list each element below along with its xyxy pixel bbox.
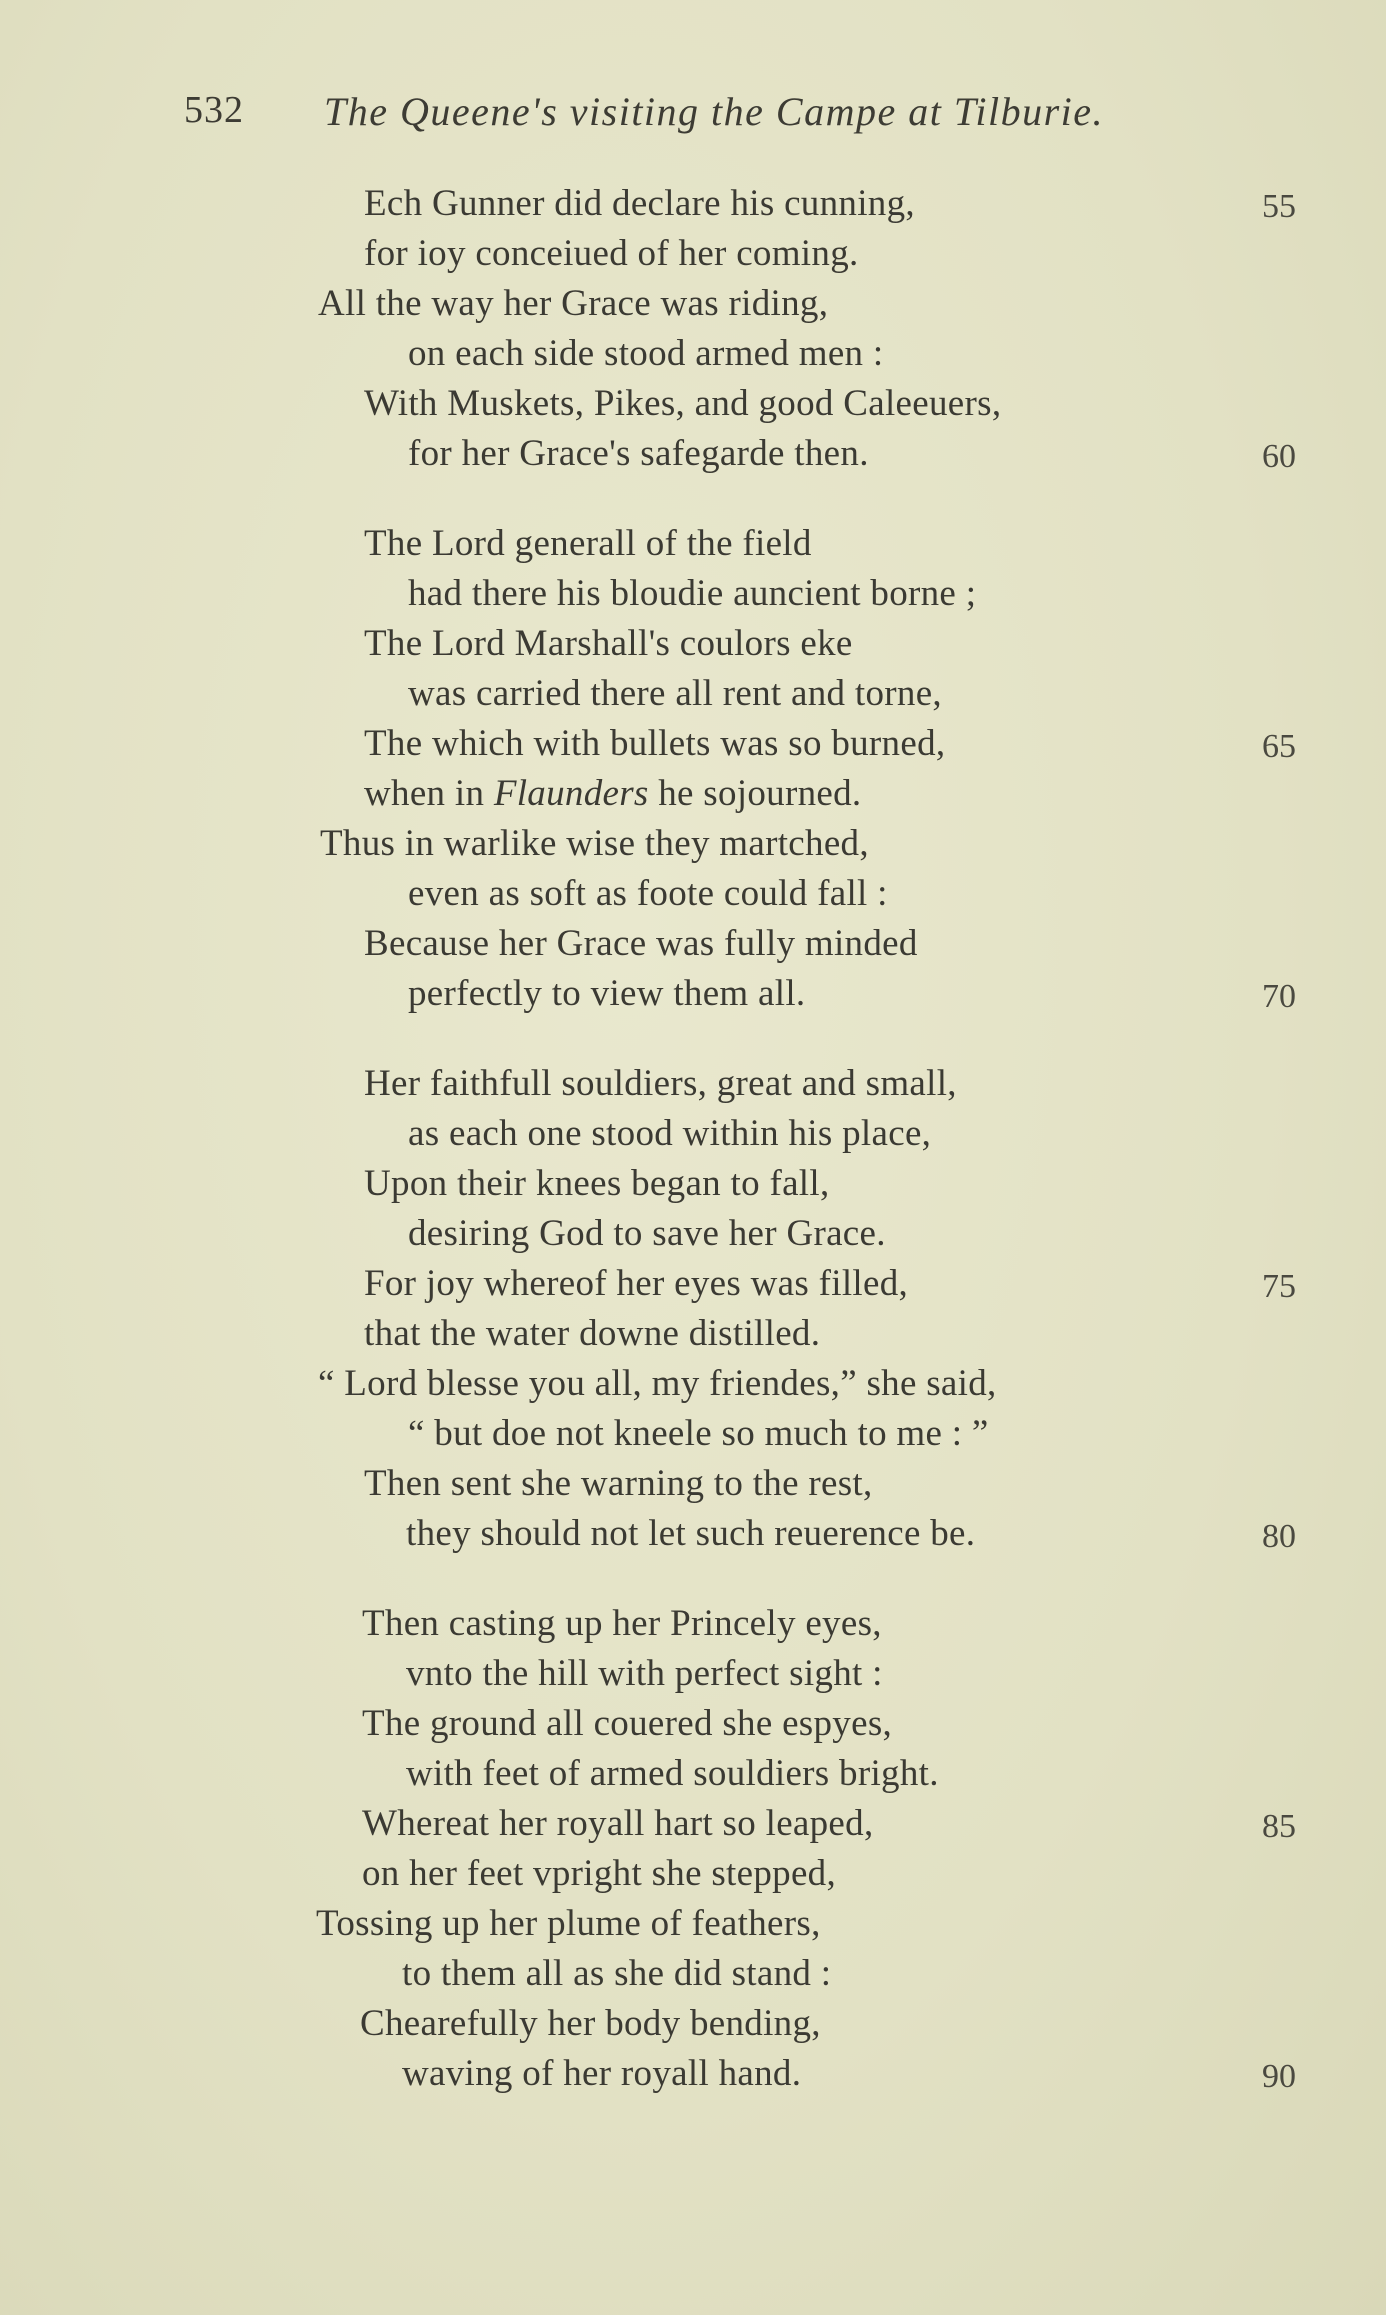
verse-line: “ but doe not kneele so much to me : ” bbox=[408, 1413, 989, 1454]
verse-line: For joy whereof her eyes was filled, bbox=[364, 1263, 909, 1304]
verse-line bbox=[364, 772, 861, 816]
verse-line: The which with bullets was so burned, bbox=[364, 723, 946, 764]
verse-line: vnto the hill with perfect sight : bbox=[406, 1653, 883, 1694]
verse-line: they should not let such reuerence be. bbox=[406, 1513, 976, 1554]
verse-line: waving of her royall hand. bbox=[402, 2053, 802, 2094]
verse-line: Tossing up her plume of feathers, bbox=[316, 1903, 821, 1944]
verse-line: Thus in warlike wise they martched, bbox=[320, 823, 869, 864]
page-header bbox=[184, 88, 1204, 138]
verse-line: that the water downe distilled. bbox=[364, 1313, 821, 1354]
verse-line: Then sent she warning to the rest, bbox=[364, 1463, 873, 1504]
verse-line: perfectly to view them all. bbox=[408, 973, 806, 1014]
line-number: 70 bbox=[1262, 978, 1296, 1015]
verse-line: for her Grace's safegarde then. bbox=[408, 433, 869, 474]
line-number: 65 bbox=[1262, 728, 1296, 765]
verse-line: All the way her Grace was riding, bbox=[318, 283, 829, 324]
verse-line: Because her Grace was fully minded bbox=[364, 923, 918, 964]
verse-line: The Lord Marshall's coulors eke bbox=[364, 623, 853, 664]
verse-line: had there his bloudie auncient borne ; bbox=[408, 573, 977, 614]
verse-text: he sojourned. bbox=[648, 773, 862, 814]
verse-line: “ Lord blesse you all, my friendes,” she said, bbox=[318, 1363, 997, 1404]
line-number: 75 bbox=[1262, 1268, 1296, 1305]
running-title: The Queene's visiting the Campe at Tilburie. bbox=[324, 89, 1105, 134]
line-number: 80 bbox=[1262, 1518, 1296, 1555]
line-number: 90 bbox=[1262, 2058, 1296, 2095]
verse-line: was carried there all rent and torne, bbox=[408, 673, 942, 714]
verse-line: Chearefully her body bending, bbox=[360, 2003, 821, 2044]
verse-line: for ioy conceiued of her coming. bbox=[364, 233, 859, 274]
verse-line: With Muskets, Pikes, and good Caleeuers, bbox=[364, 383, 1002, 424]
place-name-italic: Flaunders bbox=[493, 773, 649, 814]
verse-line: The Lord generall of the field bbox=[364, 523, 812, 564]
verse-line: to them all as she did stand : bbox=[402, 1953, 832, 1994]
line-number: 85 bbox=[1262, 1808, 1296, 1845]
line-number: 60 bbox=[1262, 438, 1296, 475]
verse-text: when in bbox=[364, 773, 494, 814]
verse-line: Then casting up her Princely eyes, bbox=[362, 1603, 882, 1644]
verse-line: Her faithfull souldiers, great and small, bbox=[364, 1063, 957, 1104]
verse-line: on each side stood armed men : bbox=[408, 333, 884, 374]
line-number: 55 bbox=[1262, 188, 1296, 225]
verse-line: Whereat her royall hart so leaped, bbox=[362, 1803, 874, 1844]
verse-line: Upon their knees began to fall, bbox=[364, 1163, 830, 1204]
verse-line: on her feet vpright she stepped, bbox=[362, 1853, 837, 1894]
verse-line: The ground all couered she espyes, bbox=[362, 1703, 893, 1744]
page-number: 532 bbox=[184, 89, 244, 131]
verse-line: as each one stood within his place, bbox=[408, 1113, 932, 1154]
verse-line: with feet of armed souldiers bright. bbox=[406, 1753, 939, 1794]
verse-line: even as soft as foote could fall : bbox=[408, 873, 888, 914]
verse-line: Ech Gunner did declare his cunning, bbox=[364, 183, 915, 224]
verse-line: desiring God to save her Grace. bbox=[408, 1213, 886, 1254]
